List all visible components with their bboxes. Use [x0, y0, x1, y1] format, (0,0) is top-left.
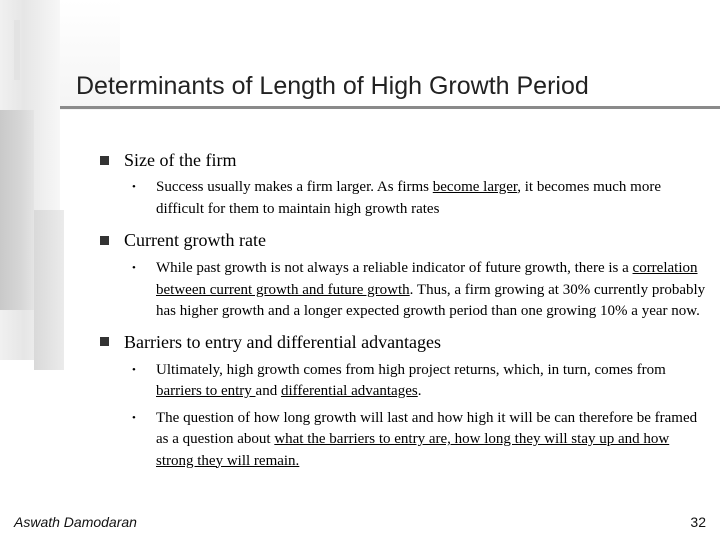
sub-bullet-text	[156, 177, 706, 220]
underlined-text-run: become larger	[432, 179, 518, 195]
bullet-barriers-to-entry	[96, 330, 706, 473]
dot-bullet-icon: •	[132, 411, 136, 424]
slide-content	[96, 148, 706, 472]
underlined-text-run: what the barriers to entry are, how long they will stay up and how strong they will remain.	[156, 431, 670, 469]
underlined-text-run: differential advantages	[280, 383, 418, 399]
text-run: , it becomes much more difficult for them to maintain high growth rates	[156, 179, 661, 217]
dot-bullet-icon: •	[132, 262, 136, 274]
title-divider	[60, 106, 720, 109]
dot-bullet-icon: •	[132, 363, 136, 376]
background-decoration	[34, 210, 64, 370]
sub-bullet	[130, 360, 706, 403]
bullet-current-growth-rate	[96, 228, 706, 323]
sub-bullet	[130, 258, 706, 323]
sub-bullet-text	[156, 258, 706, 323]
sub-bullet-text	[156, 408, 706, 473]
text-run: Success usually makes a firm larger. As firms	[156, 179, 433, 195]
bullet-heading: Barriers to entry and differential advantages	[124, 331, 442, 352]
square-bullet-icon	[100, 156, 109, 165]
square-bullet-icon	[100, 337, 109, 346]
text-run: The question of how long growth will last and how high it will be can therefore be framed as a question about	[156, 409, 698, 447]
text-run: . Thus, a firm growing at 30% currently probably has higher growth and a longer expected growth period than one growing 10% a year now.	[156, 281, 706, 319]
bullet-heading: Current growth rate	[124, 230, 266, 250]
underlined-text-run: barriers to entry	[156, 383, 256, 399]
background-decoration	[0, 110, 34, 310]
bullet-size-of-firm	[96, 148, 706, 220]
text-run: Ultimately, high growth comes from high project returns, which, in turn, comes from	[156, 361, 666, 378]
footer-author: Aswath Damodaran	[14, 514, 137, 530]
background-decoration	[14, 20, 20, 80]
page-number: 32	[690, 514, 706, 530]
dot-bullet-icon: •	[132, 181, 136, 193]
slide-title: Determinants of Length of High Growth Period	[76, 72, 589, 100]
bullet-heading: Size of the firm	[124, 150, 237, 170]
sub-bullet	[130, 408, 706, 473]
text-run: While past growth is not always a reliable indicator of future growth, there is a	[156, 260, 633, 276]
text-run: and	[255, 383, 281, 399]
text-run: .	[417, 383, 422, 399]
sub-bullet	[130, 177, 706, 220]
square-bullet-icon	[100, 236, 109, 245]
underlined-text-run: correlation between current growth and future growth	[156, 260, 698, 298]
sub-bullet-text	[156, 360, 706, 403]
